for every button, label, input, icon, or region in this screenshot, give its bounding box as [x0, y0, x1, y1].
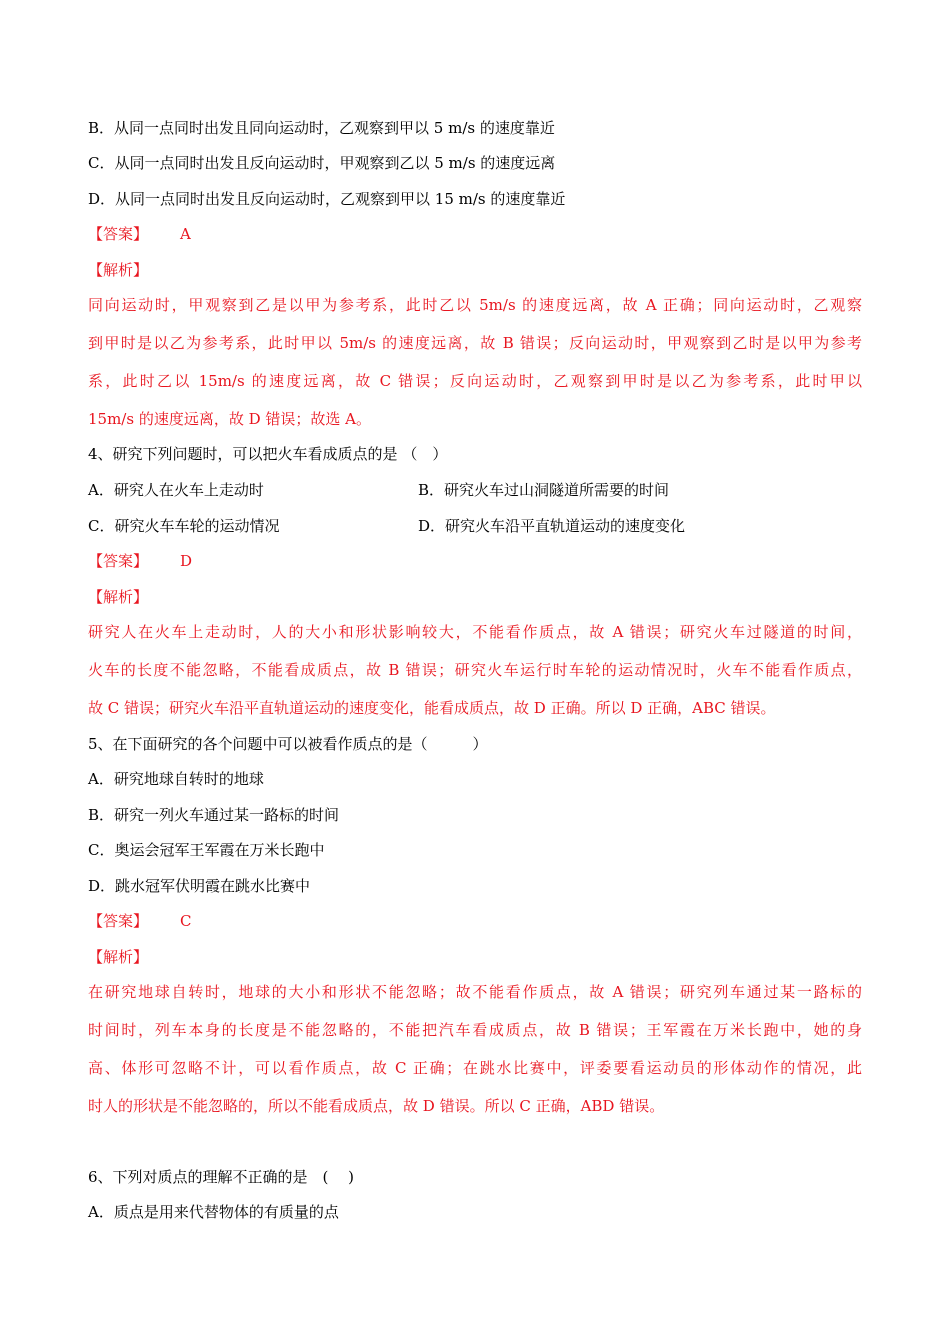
q5-stem: 5、在下面研究的各个问题中可以被看作质点的是（ ） — [88, 735, 488, 753]
q4-answer-row — [88, 551, 192, 571]
q5-answer-row — [88, 911, 191, 931]
q4-stem: 4、研究下列问题时，可以把火车看成质点的是 （ ） — [88, 445, 448, 463]
q5-analysis-line-1: 在研究地球自转时，地球的大小和形状不能忽略；故不能看作质点，故 A 错误；研究列车通过某一路标的 — [88, 983, 862, 1001]
q5-analysis-tag: 【解析】 — [88, 948, 149, 966]
q3-answer-row — [88, 224, 191, 244]
q3-option-b: B．从同一点同时出发且同向运动时，乙观察到甲以 5 m/s 的速度靠近 — [88, 119, 555, 137]
q3-option-d: D．从同一点同时出发且反向运动时，乙观察到甲以 15 m/s 的速度靠近 — [88, 190, 566, 208]
q4-options-row-2 — [88, 516, 279, 536]
q5-option-c: C．奥运会冠军王军霞在万米长跑中 — [88, 841, 325, 859]
q3-answer-tag: 【答案】 — [88, 225, 149, 243]
q3-analysis-line-2: 到甲时是以乙为参考系，此时甲以 5m/s 的速度远离，故 B 错误；反向运动时，甲观察到乙时是以甲为参考 — [88, 334, 862, 352]
q3-analysis-line-3: 系，此时乙以 15m/s 的速度远离，故 C 错误；反向运动时，乙观察到甲时是以乙为参考系，此时甲以 — [88, 372, 862, 390]
q5-analysis-line-4: 时人的形状是不能忽略的，所以不能看成质点，故 D 错误。所以 C 正确，ABD 错误。 — [88, 1097, 665, 1115]
q4-analysis-line-1: 研究人在火车上走动时，人的大小和形状影响较大，不能看作质点，故 A 错误；研究火车过隧道的时间， — [88, 623, 862, 641]
q5-answer-value: C — [180, 912, 192, 930]
q5-analysis-line-3: 高、体形可忽略不计，可以看作质点，故 C 正确；在跳水比赛中，评委要看运动员的形体动作的情况，此 — [88, 1059, 862, 1077]
q4-answer-value: D — [180, 552, 193, 570]
q6-stem: 6、下列对质点的理解不正确的是 ( ) — [88, 1168, 355, 1186]
q5-answer-tag: 【答案】 — [88, 912, 149, 930]
q5-option-b: B．研究一列火车通过某一路标的时间 — [88, 806, 340, 824]
q3-analysis-line-4: 15m/s 的速度远离，故 D 错误；故选 A。 — [88, 410, 371, 428]
q3-analysis-line-1: 同向运动时，甲观察到乙是以甲为参考系，此时乙以 5m/s 的速度远离，故 A 正确；同向运动时，乙观察 — [88, 296, 862, 314]
q4-option-d: D．研究火车沿平直轨道运动的速度变化 — [418, 517, 686, 535]
q4-option-b: B．研究火车过山洞隧道所需要的时间 — [418, 481, 670, 499]
q4-analysis-line-3: 故 C 错误；研究火车沿平直轨道运动的速度变化，能看成质点，故 D 正确。所以 D 正确，ABC 错误。 — [88, 699, 776, 717]
q3-analysis-tag: 【解析】 — [88, 261, 149, 279]
q4-analysis-tag: 【解析】 — [88, 588, 149, 606]
q4-option-a: A．研究人在火车上走动时 — [88, 481, 264, 499]
q4-option-c: C．研究火车车轮的运动情况 — [88, 517, 280, 535]
q5-option-a: A．研究地球自转时的地球 — [88, 770, 264, 788]
q3-answer-value: A — [180, 225, 191, 243]
q5-analysis-line-2: 时间时，列车本身的长度是不能忽略的，不能把汽车看成质点，故 B 错误；王军霞在万米长跑中，她的身 — [88, 1021, 862, 1039]
q6-option-a: A．质点是用来代替物体的有质量的点 — [88, 1203, 339, 1221]
q3-option-c: C．从同一点同时出发且反向运动时，甲观察到乙以 5 m/s 的速度远离 — [88, 154, 556, 172]
q4-answer-tag: 【答案】 — [88, 552, 149, 570]
q4-options-row-1 — [88, 480, 264, 500]
q5-option-d: D．跳水冠军伏明霞在跳水比赛中 — [88, 877, 311, 895]
q4-analysis-line-2: 火车的长度不能忽略，不能看成质点，故 B 错误；研究火车运行时车轮的运动情况时，火车不能看作质点， — [88, 661, 862, 679]
